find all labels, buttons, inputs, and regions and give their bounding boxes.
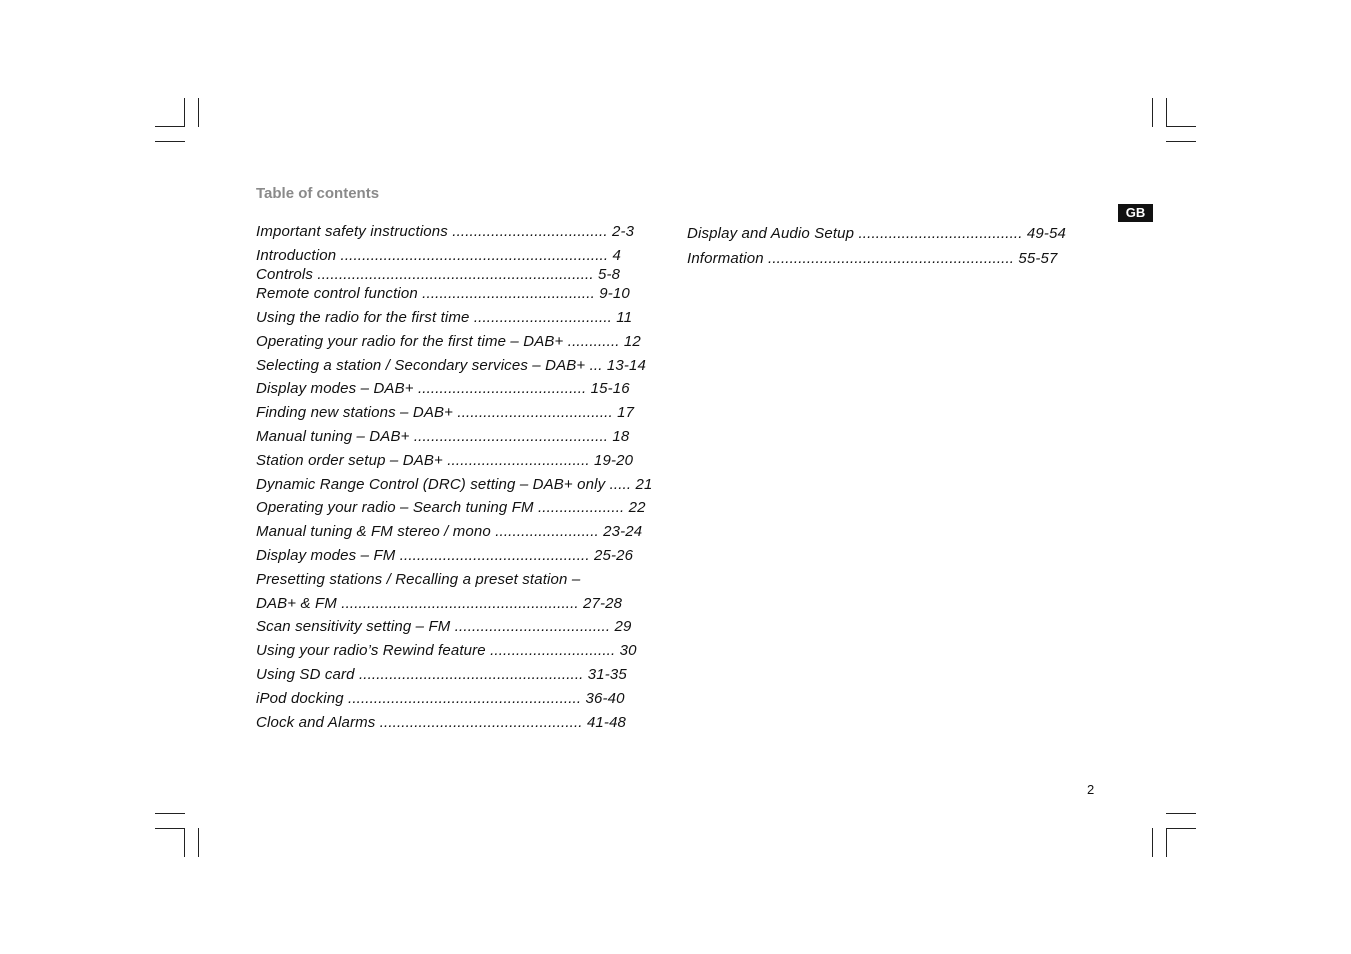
toc-entry[interactable]: Information ......................................................... 55-57 xyxy=(687,250,1058,267)
toc-entry[interactable]: DAB+ & FM ....................................................... 27-28 xyxy=(256,595,623,612)
crop-mark xyxy=(1166,141,1196,142)
crop-mark xyxy=(155,141,185,142)
toc-entry[interactable]: Finding new stations – DAB+ .................................... 17 xyxy=(256,404,635,421)
toc-entry[interactable]: Display modes – FM ............................................ 25-26 xyxy=(256,547,634,564)
toc-entry[interactable]: Remote control function ........................................ 9-10 xyxy=(256,285,630,302)
crop-mark xyxy=(1166,813,1196,814)
toc-entry[interactable]: iPod docking ...................................................... 36-40 xyxy=(256,690,625,707)
crop-mark xyxy=(198,98,199,127)
crop-mark xyxy=(1166,126,1196,127)
toc-entry[interactable]: Using your radio’s Rewind feature ............................. 30 xyxy=(256,642,637,659)
toc-entry[interactable]: Clock and Alarms ............................................... 41-48 xyxy=(256,714,627,731)
toc-entry[interactable]: Operating your radio for the first time – DAB+ ............ 12 xyxy=(256,333,641,350)
crop-mark xyxy=(1166,98,1167,127)
crop-mark xyxy=(155,813,185,814)
crop-mark xyxy=(198,828,199,857)
toc-entry[interactable]: Scan sensitivity setting – FM .................................... 29 xyxy=(256,618,632,635)
toc-heading: Table of contents xyxy=(256,185,380,202)
page-number: 2 xyxy=(1087,782,1095,797)
toc-entry[interactable]: Important safety instructions .................................... 2-3 xyxy=(256,223,635,240)
toc-entry[interactable]: Display modes – DAB+ ....................................... 15-16 xyxy=(256,380,630,397)
crop-mark xyxy=(155,126,185,127)
toc-entry[interactable]: Dynamic Range Control (DRC) setting – DAB+ only ..... 21 xyxy=(256,476,653,493)
crop-mark xyxy=(184,98,185,127)
toc-entry[interactable]: Controls ................................................................ 5-8 xyxy=(256,266,621,283)
crop-mark xyxy=(184,828,185,857)
toc-entry[interactable]: Operating your radio – Search tuning FM .................... 22 xyxy=(256,499,646,516)
language-badge: GB xyxy=(1118,204,1153,222)
crop-mark xyxy=(155,828,185,829)
crop-mark xyxy=(1152,828,1153,857)
toc-entry[interactable]: Presetting stations / Recalling a preset station – xyxy=(256,571,581,588)
crop-mark xyxy=(1166,828,1196,829)
crop-mark xyxy=(1166,828,1167,857)
crop-mark xyxy=(1152,98,1153,127)
toc-entry[interactable]: Introduction .............................................................. 4 xyxy=(256,247,621,264)
toc-entry[interactable]: Selecting a station / Secondary services – DAB+ ... 13-14 xyxy=(256,357,647,374)
toc-entry[interactable]: Manual tuning – DAB+ ............................................. 18 xyxy=(256,428,630,445)
toc-entry[interactable]: Manual tuning & FM stereo / mono ........................ 23-24 xyxy=(256,523,643,540)
toc-entry[interactable]: Display and Audio Setup ...................................... 49-54 xyxy=(687,225,1066,242)
toc-entry[interactable]: Using SD card .................................................... 31-35 xyxy=(256,666,627,683)
toc-entry[interactable]: Station order setup – DAB+ ................................. 19-20 xyxy=(256,452,634,469)
toc-entry[interactable]: Using the radio for the first time ................................ 11 xyxy=(256,309,633,326)
